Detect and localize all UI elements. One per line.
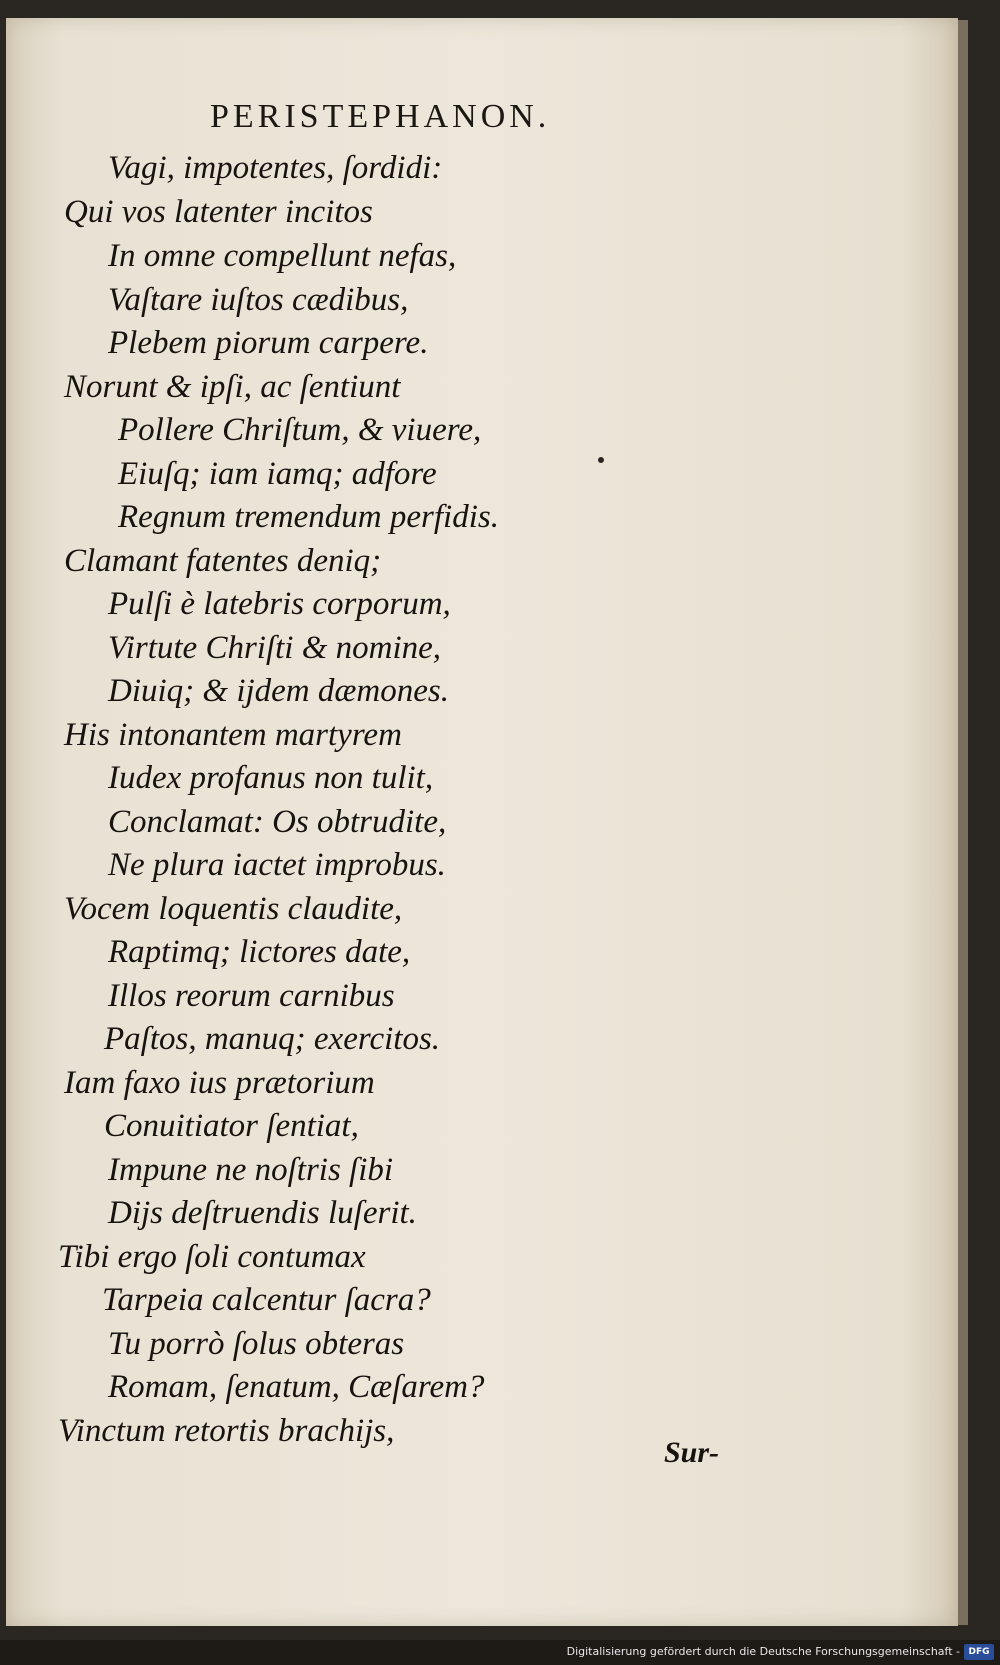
verse-line: Romam, ſenatum, Cæſarem? <box>108 1369 485 1405</box>
verse-line: Conuitiator ſentiat, <box>104 1108 359 1144</box>
verse-line: Vagi, impotentes, ſordidi: <box>108 150 443 186</box>
catchword: Sur- <box>664 1436 720 1469</box>
verse-line: Vaſtare iuſtos cædibus, <box>108 282 409 318</box>
verse-line: Tu porrò ſolus obteras <box>108 1326 405 1362</box>
footer-credit: Digitalisierung gefördert durch die Deutsche Forschungsgemeinschaft - <box>566 1645 960 1658</box>
verse-line: Impune ne noſtris ſibi <box>108 1152 394 1188</box>
ink-speck <box>598 457 604 463</box>
verse-line: Eiuſq; iam iamq; adfore <box>118 456 437 492</box>
verse-line: Plebem piorum carpere. <box>108 325 429 361</box>
running-header: PERISTEPHANON. <box>210 98 551 135</box>
dfg-logo: DFG <box>964 1644 994 1660</box>
verse-line: Pulſi è latebris corporum, <box>108 586 451 622</box>
verse-line: Norunt & ipſi, ac ſentiunt <box>64 369 401 405</box>
verse-line: Paſtos, manuq; exercitos. <box>104 1021 441 1057</box>
verse-line: Conclamat: Os obtrudite, <box>108 804 447 840</box>
verse-line: Regnum tremendum perfidis. <box>118 499 499 535</box>
verse-line: His intonantem martyrem <box>64 717 402 753</box>
footer-bar <box>0 1640 1000 1665</box>
verse-line: Vocem loquentis claudite, <box>64 891 403 927</box>
verse-line: Virtute Chriſti & nomine, <box>108 630 442 666</box>
page-edge <box>958 20 968 1625</box>
verse-line: Raptimq; lictores date, <box>108 934 411 970</box>
verse-line: Illos reorum carnibus <box>108 978 395 1014</box>
verse-line: Vinctum retortis brachijs, <box>58 1413 395 1449</box>
verse-line: In omne compellunt nefas, <box>108 238 457 274</box>
verse-line: Ne plura iactet improbus. <box>108 847 446 883</box>
verse-line: Pollere Chriſtum, & viuere, <box>118 412 482 448</box>
verse-line: Iudex profanus non tulit, <box>108 760 434 796</box>
verse-line: Clamant fatentes deniq; <box>64 543 382 579</box>
verse-line: Tibi ergo ſoli contumax <box>58 1239 366 1275</box>
verse-line: Dijs deſtruendis luſerit. <box>108 1195 417 1231</box>
verse-line: Iam faxo ius prætorium <box>64 1065 375 1101</box>
verse-line: Diuiq; & ijdem dæmones. <box>108 673 449 709</box>
verse-line: Tarpeia calcentur ſacra? <box>102 1282 431 1318</box>
verse-line: Qui vos latenter incitos <box>64 194 373 230</box>
